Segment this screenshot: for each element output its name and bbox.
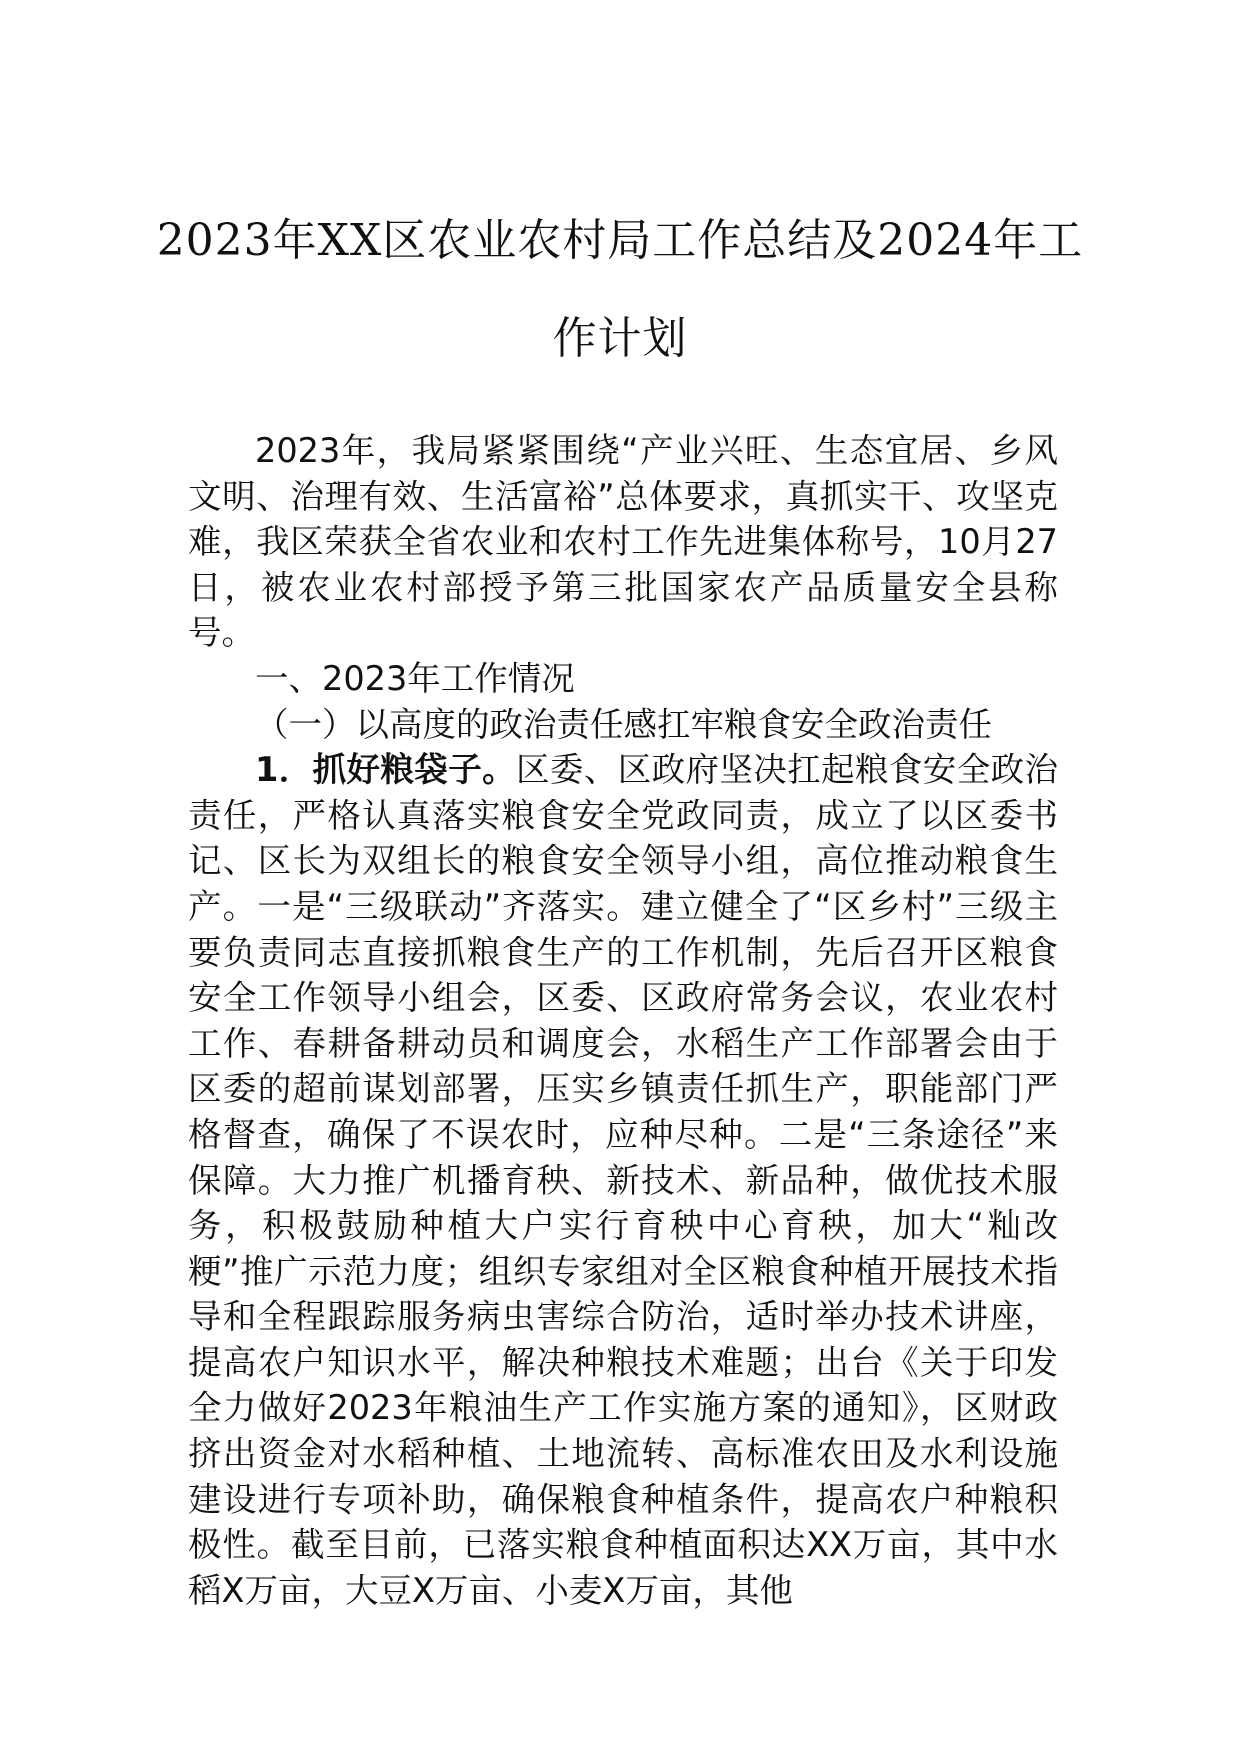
document-body	[188, 428, 1058, 1613]
document-title: 2023年XX区农业农村局工作总结及2024年工作计划	[156, 215, 1084, 364]
item-1-paragraph	[188, 747, 1058, 1613]
section-heading: 一、2023年工作情况	[255, 658, 575, 698]
item-1-body: 区委、区政府坚决扛起粮食安全政治责任，严格认真落实粮食安全党政同责，成立了以区委书记、区长为双组长的粮食安全领导小组，高位推动粮食生产。一是“三级联动”齐落实。建立健全了“区乡村”三级主要负责同志直接抓粮食生产的工作机制，先后召开区粮食安全工作领导小组会，区委、区政府常务会议，农业农村工作、春耕备耕动员和调度会，水稻生产工作部署会由于区委的超前谋划部署，压实乡镇责任抓生产，职能部门严格督查，确保了不误农时，应种尽种。二是“三条途径”来保障。大力推广机播育秧、新技术、新品种，做优技术服务，积极鼓励种植大户实行育秧中心育秧，加大“籼改粳”推广示范力度；组织专家组对全区粮食种植开展技术指导和全程跟踪服务病虫害综合防治，适时举办技术讲座，提高农户知识水平，解决种粮技术难题；出台《关于印发全力做好2023年粮油生产工作实施方案的通知》，区财政挤出资金对水稻种植、土地流转、高标准农田及水利设施建设进行专项补助，确保粮食种植条件，提高农户种粮积极性。截至目前，已落实粮食种植面积达XX万亩，其中水稻X万亩，大豆X万亩、小麦X万亩，其他	[188, 750, 1059, 1610]
item-1-lead: 1．抓好粮袋子。	[255, 750, 517, 790]
intro-paragraph: 2023年，我局紧紧围绕“产业兴旺、生态宜居、乡风文明、治理有效、生活富裕”总体要求，真抓实干、攻坚克难，我区荣获全省农业和农村工作先进集体称号，10月27日，被农业农村部授予第三批国家农产品质量安全县称号。	[188, 431, 1058, 653]
subsection-heading: （一）以高度的政治责任感扛牢粮食安全政治责任	[255, 704, 992, 744]
